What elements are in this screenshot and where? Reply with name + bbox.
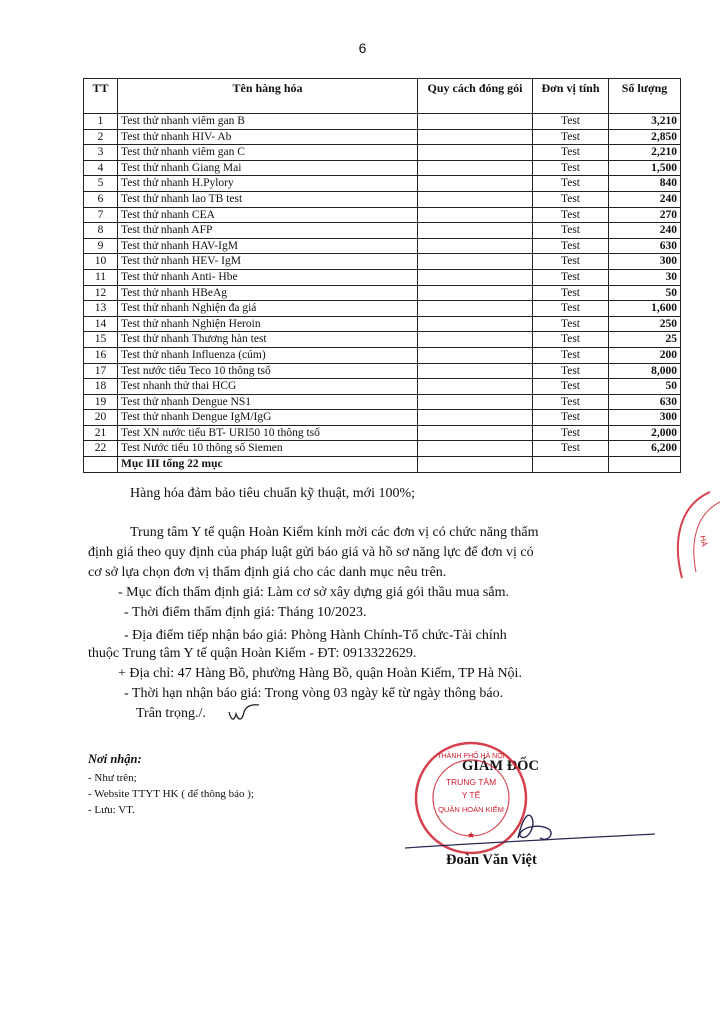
row-packaging <box>418 114 533 130</box>
table-row <box>84 347 681 363</box>
director-signature <box>400 800 660 858</box>
location-line-1: - Địa điểm tiếp nhận báo giá: Phòng Hành Chính-Tổ chức-Tài chính <box>124 628 507 643</box>
row-quantity: 240 <box>609 223 681 239</box>
deadline-line: - Thời hạn nhận báo giá: Trong vòng 03 ngày kể từ ngày thông báo. <box>124 686 504 701</box>
recipients-list <box>88 770 254 818</box>
row-name: Test thử nhanh lao TB test <box>118 191 418 207</box>
row-packaging <box>418 238 533 254</box>
table-body <box>84 114 681 457</box>
row-name: Test thử nhanh viêm gan C <box>118 145 418 161</box>
stamp-line-1: TRUNG TÂM <box>445 777 497 787</box>
table-row <box>84 316 681 332</box>
recipient-item: - Như trên; <box>88 772 137 784</box>
table-row <box>84 332 681 348</box>
row-tt: 19 <box>84 394 118 410</box>
row-tt: 13 <box>84 301 118 317</box>
row-tt: 12 <box>84 285 118 301</box>
row-tt: 7 <box>84 207 118 223</box>
row-quantity: 2,000 <box>609 425 681 441</box>
row-name: Test thử nhanh HAV-IgM <box>118 238 418 254</box>
row-packaging <box>418 191 533 207</box>
header-quantity: Số lượng <box>609 79 681 114</box>
table-header-row <box>84 79 681 114</box>
summary-label: Mục III tổng 22 mục <box>118 457 418 473</box>
table-row <box>84 160 681 176</box>
row-unit: Test <box>533 238 609 254</box>
row-quantity: 630 <box>609 238 681 254</box>
row-unit: Test <box>533 394 609 410</box>
recipient-item: - Website TTYT HK ( để thông báo ); <box>88 788 254 800</box>
row-name: Test thử nhanh HEV- IgM <box>118 254 418 270</box>
row-unit: Test <box>533 347 609 363</box>
row-tt: 9 <box>84 238 118 254</box>
table-row <box>84 394 681 410</box>
row-tt: 8 <box>84 223 118 239</box>
invite-line-3: cơ sở lựa chọn đơn vị thẩm định giá cho các danh mục nêu trên. <box>88 565 447 580</box>
row-name: Test thử nhanh Thương hàn test <box>118 332 418 348</box>
table-row <box>84 191 681 207</box>
row-quantity: 2,850 <box>609 129 681 145</box>
row-tt: 18 <box>84 379 118 395</box>
row-quantity: 50 <box>609 379 681 395</box>
signatory-title: GIÁM ĐỐC <box>462 758 539 774</box>
closing-line: Trân trọng./. <box>136 706 206 721</box>
side-stamp <box>660 490 720 590</box>
table-row <box>84 425 681 441</box>
table-row <box>84 410 681 426</box>
row-quantity: 3,210 <box>609 114 681 130</box>
row-packaging <box>418 207 533 223</box>
invite-line-2: định giá theo quy định của pháp luật gửi báo giá và hồ sơ năng lực để đơn vị có <box>88 545 534 560</box>
row-unit: Test <box>533 269 609 285</box>
row-quantity: 8,000 <box>609 363 681 379</box>
row-tt: 15 <box>84 332 118 348</box>
row-name: Test nước tiểu Teco 10 thông tsố <box>118 363 418 379</box>
table-row <box>84 441 681 457</box>
row-unit: Test <box>533 191 609 207</box>
row-name: Test XN nước tiểu BT- URI50 10 thông tsố <box>118 425 418 441</box>
table-row <box>84 145 681 161</box>
row-name: Test thử nhanh HBeAg <box>118 285 418 301</box>
row-tt: 2 <box>84 129 118 145</box>
table-row <box>84 301 681 317</box>
row-packaging <box>418 394 533 410</box>
row-tt: 3 <box>84 145 118 161</box>
row-packaging <box>418 441 533 457</box>
row-quantity: 200 <box>609 347 681 363</box>
signatory-name: Đoàn Văn Việt <box>446 852 537 868</box>
table-row <box>84 207 681 223</box>
row-unit: Test <box>533 207 609 223</box>
row-packaging <box>418 223 533 239</box>
row-quantity: 1,600 <box>609 301 681 317</box>
table-row <box>84 223 681 239</box>
row-unit: Test <box>533 160 609 176</box>
row-packaging <box>418 285 533 301</box>
row-packaging <box>418 316 533 332</box>
row-name: Test thử nhanh Dengue IgM/IgG <box>118 410 418 426</box>
row-unit: Test <box>533 129 609 145</box>
row-quantity: 2,210 <box>609 145 681 161</box>
table-row <box>84 269 681 285</box>
row-unit: Test <box>533 254 609 270</box>
row-quantity: 240 <box>609 191 681 207</box>
row-name: Test thử nhanh viêm gan B <box>118 114 418 130</box>
header-name: Tên hàng hóa <box>118 79 418 114</box>
table-row <box>84 114 681 130</box>
row-quantity: 6,200 <box>609 441 681 457</box>
table-row <box>84 176 681 192</box>
row-tt: 21 <box>84 425 118 441</box>
row-packaging <box>418 269 533 285</box>
row-name: Test thử nhanh Nghiện Heroin <box>118 316 418 332</box>
row-name: Test thử nhanh HIV- Ab <box>118 129 418 145</box>
row-unit: Test <box>533 285 609 301</box>
row-tt: 14 <box>84 316 118 332</box>
row-packaging <box>418 332 533 348</box>
row-packaging <box>418 347 533 363</box>
stamp-line-3: QUẬN HOÀN KIẾM <box>438 805 504 814</box>
table-row <box>84 285 681 301</box>
row-name: Test thử nhanh H.Pylory <box>118 176 418 192</box>
row-name: Test thử nhanh CEA <box>118 207 418 223</box>
row-tt: 20 <box>84 410 118 426</box>
row-unit: Test <box>533 441 609 457</box>
address-line: + Địa chỉ: 47 Hàng Bồ, phường Hàng Bồ, quận Hoàn Kiếm, TP Hà Nội. <box>118 666 522 681</box>
recipient-item: - Lưu: VT. <box>88 804 135 816</box>
quality-note: Hàng hóa đảm bảo tiêu chuẩn kỹ thuật, mới 100%; <box>130 486 416 501</box>
row-unit: Test <box>533 114 609 130</box>
row-quantity: 50 <box>609 285 681 301</box>
page-number: 6 <box>358 40 367 56</box>
row-name: Test thử nhanh Anti- Hbe <box>118 269 418 285</box>
row-unit: Test <box>533 425 609 441</box>
invite-line-1: Trung tâm Y tế quận Hoàn Kiếm kính mời các đơn vị có chức năng thẩm <box>130 525 539 540</box>
table-row <box>84 363 681 379</box>
row-unit: Test <box>533 223 609 239</box>
row-packaging <box>418 379 533 395</box>
row-tt: 11 <box>84 269 118 285</box>
stamp-line-2: Y TẾ <box>461 790 481 800</box>
row-quantity: 270 <box>609 207 681 223</box>
row-packaging <box>418 425 533 441</box>
row-tt: 22 <box>84 441 118 457</box>
row-name: Test Nước tiểu 10 thông số Siemen <box>118 441 418 457</box>
row-packaging <box>418 301 533 317</box>
goods-table <box>83 78 681 473</box>
row-tt: 10 <box>84 254 118 270</box>
row-packaging <box>418 410 533 426</box>
row-name: Test thử nhanh Dengue NS1 <box>118 394 418 410</box>
row-unit: Test <box>533 176 609 192</box>
row-name: Test thử nhanh AFP <box>118 223 418 239</box>
row-unit: Test <box>533 379 609 395</box>
row-unit: Test <box>533 316 609 332</box>
row-quantity: 25 <box>609 332 681 348</box>
row-tt: 4 <box>84 160 118 176</box>
summary-row <box>84 457 681 473</box>
row-unit: Test <box>533 145 609 161</box>
row-packaging <box>418 145 533 161</box>
row-packaging <box>418 160 533 176</box>
row-quantity: 840 <box>609 176 681 192</box>
table-row <box>84 129 681 145</box>
row-quantity: 250 <box>609 316 681 332</box>
row-tt: 6 <box>84 191 118 207</box>
location-line-2: thuộc Trung tâm Y tế quận Hoàn Kiếm - ĐT: 0913322629. <box>88 646 417 661</box>
row-quantity: 300 <box>609 254 681 270</box>
row-name: Test thử nhanh Influenza (cúm) <box>118 347 418 363</box>
row-tt: 5 <box>84 176 118 192</box>
table-row <box>84 379 681 395</box>
row-tt: 16 <box>84 347 118 363</box>
stamp-star-icon: ★ <box>466 831 476 841</box>
time-line: - Thời điểm thẩm định giá: Tháng 10/2023. <box>124 605 367 620</box>
row-tt: 1 <box>84 114 118 130</box>
row-name: Test thử nhanh Giang Mai <box>118 160 418 176</box>
row-quantity: 1,500 <box>609 160 681 176</box>
header-packaging: Quy cách đóng gói <box>418 79 533 114</box>
row-quantity: 630 <box>609 394 681 410</box>
row-name: Test thử nhanh Nghiện đa giá <box>118 301 418 317</box>
row-unit: Test <box>533 301 609 317</box>
row-unit: Test <box>533 332 609 348</box>
row-packaging <box>418 363 533 379</box>
row-quantity: 30 <box>609 269 681 285</box>
row-tt: 17 <box>84 363 118 379</box>
header-tt: TT <box>84 79 118 114</box>
recipients-title: Nơi nhận: <box>88 752 142 766</box>
row-name: Test nhanh thử thai HCG <box>118 379 418 395</box>
row-unit: Test <box>533 363 609 379</box>
purpose-line: - Mục đích thẩm định giá: Làm cơ sở xây dựng giá gói thầu mua sắm. <box>118 585 509 600</box>
header-unit: Đơn vị tính <box>533 79 609 114</box>
side-stamp-text: HÀ <box>698 534 709 548</box>
row-packaging <box>418 254 533 270</box>
table-row <box>84 254 681 270</box>
stamp-top-text: THÀNH PHỐ HÀ NỘI <box>437 753 505 760</box>
initial-signature <box>226 702 262 724</box>
row-packaging <box>418 129 533 145</box>
table-row <box>84 238 681 254</box>
row-unit: Test <box>533 410 609 426</box>
row-packaging <box>418 176 533 192</box>
row-quantity: 300 <box>609 410 681 426</box>
